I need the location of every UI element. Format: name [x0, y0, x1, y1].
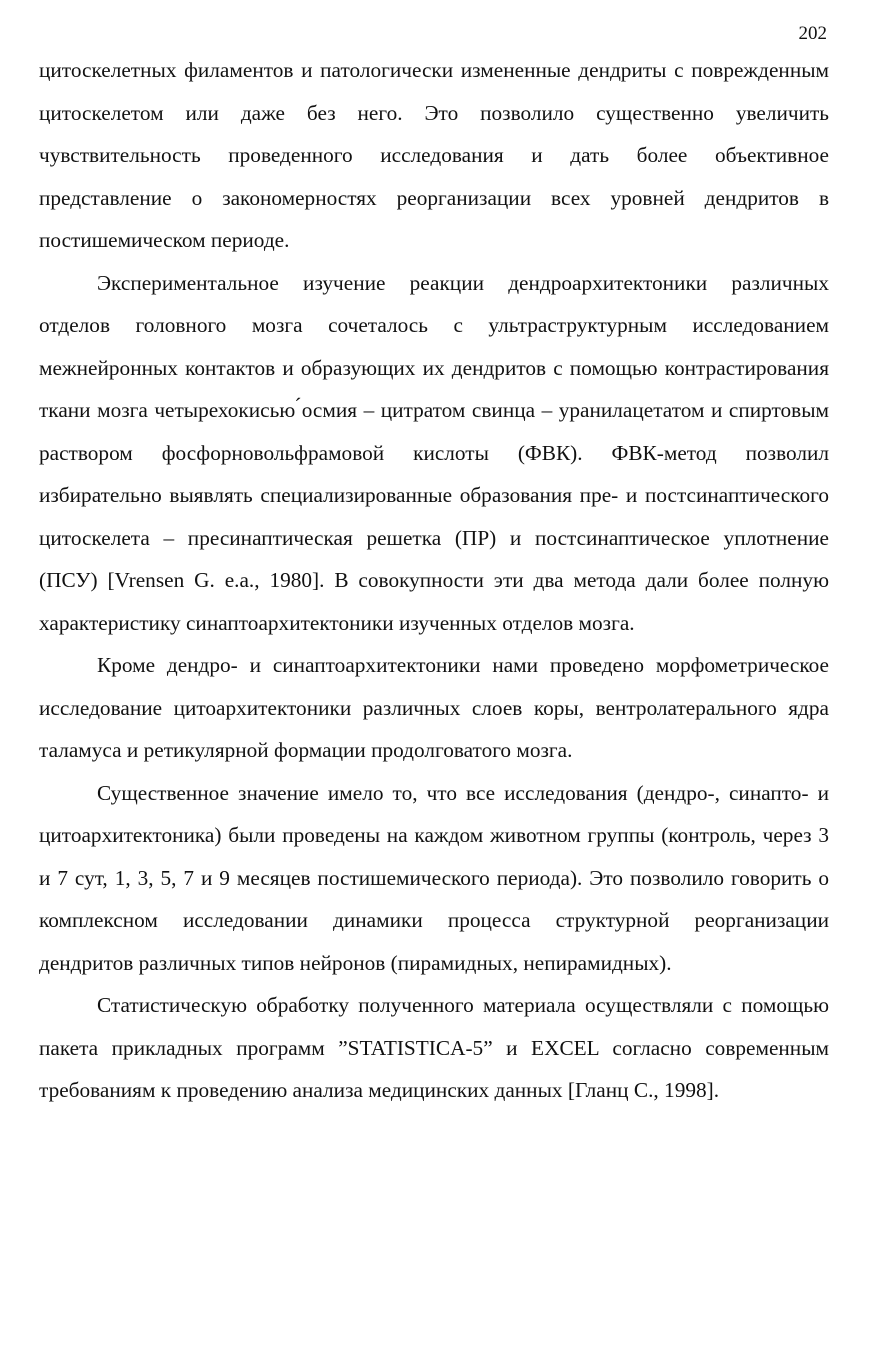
paragraph-continuation: цитоскелетных филаментов и патологически измененные дендриты с поврежденным цитоскелетом или даже без него. Это позволило существенно увеличить чувствительность проведенного исследования и дать более объективное представление о закономерностях реорганизации всех уровней дендритов в постишемическом периоде. [39, 58, 829, 252]
document-body [39, 49, 829, 1112]
paragraph-statistics: Статистическую обработку полученного материала осуществляли с помощью пакета прикладных программ ”STATISTICA-5” и EXCEL согласно современным требованиям к проведению анализа медицинских данных [Гланц С., 1998]. [39, 993, 829, 1102]
paragraph-methods-dendroarchitectonics: Экспериментальное изучение реакции дендроархитектоники различных отделов головного мозга сочеталось с ультраструктурным исследованием межнейронных контактов и образующих их дендритов с помощью контрастирования ткани мозга четырехокисью ́осмия – цитратом свинца – уранилацетатом и спиртовым раствором фосфорновольфрамовой кислоты (ФВК). ФВК-метод позволил избирательно выявлять специализированные образования пре- и постсинаптического цитоскелета – пресинаптическая решетка (ПР) и постсинаптическое уплотнение (ПСУ) [Vrensen G. e.a., 1980]. В совокупности эти два метода дали более полную характеристику синаптоархитектоники изученных отделов мозга. [39, 270, 829, 635]
paragraph-cytoarchitectonics: Кроме дендро- и синаптоархитектоники нами проведено морфометрическое исследование цитоархитектоники различных слоев коры, вентролатерального ядра таламуса и ретикулярной формации продолговатого мозга. [39, 653, 829, 762]
paragraph-complex-study: Существенное значение имело то, что все исследования (дендро-, синапто- и цитоархитектоника) были проведены на каждом животном группы (контроль, через 3 и 7 сут, 1, 3, 5, 7 и 9 месяцев постишемического периода). Это позволило говорить о комплексном исследовании динамики процесса структурной реорганизации дендритов различных типов нейронов (пирамидных, непирамидных). [39, 780, 829, 975]
page-number: 202 [798, 23, 827, 44]
